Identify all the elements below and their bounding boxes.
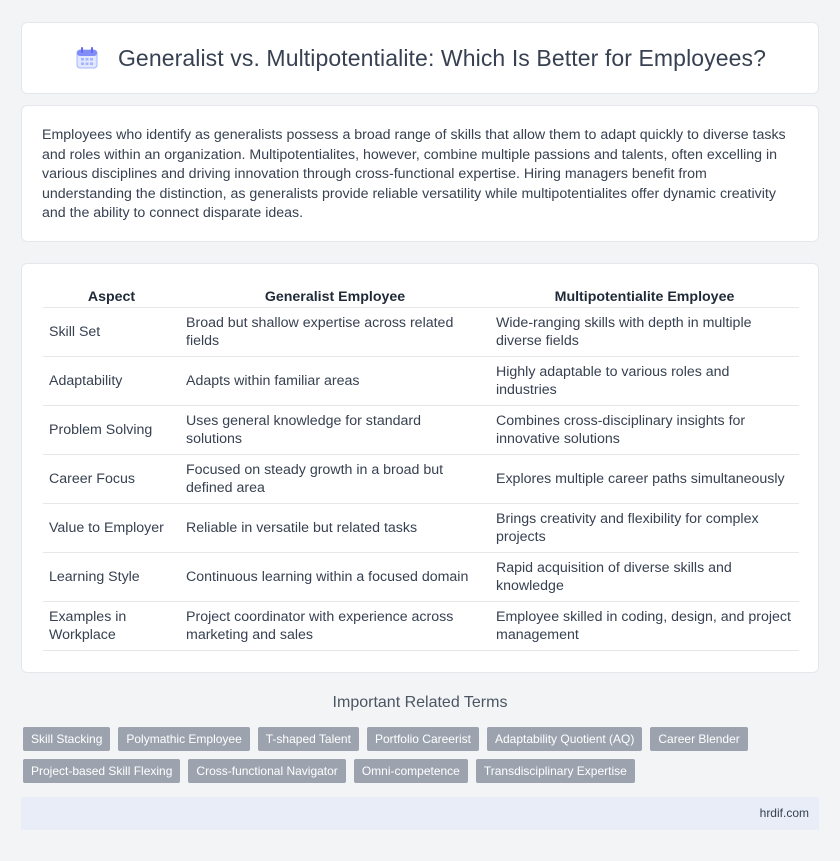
cell-aspect: Problem Solving <box>43 405 180 454</box>
comparison-card <box>21 263 819 673</box>
term-tag[interactable]: Project-based Skill Flexing <box>23 759 180 783</box>
cell-generalist: Reliable in versatile but related tasks <box>180 503 490 552</box>
term-tag[interactable]: Transdisciplinary Expertise <box>476 759 635 783</box>
term-tag[interactable]: T-shaped Talent <box>258 727 359 751</box>
calendar-icon <box>74 45 100 71</box>
table-row <box>43 454 799 503</box>
cell-aspect: Skill Set <box>43 307 180 356</box>
table-row <box>43 356 799 405</box>
title-wrap <box>74 45 766 72</box>
cell-multipotentialite: Highly adaptable to various roles and industries <box>490 356 799 405</box>
term-tag[interactable]: Career Blender <box>650 727 747 751</box>
page-title: Generalist vs. Multipotentialite: Which Is Better for Employees? <box>117 44 767 71</box>
table-row <box>43 405 799 454</box>
cell-aspect: Adaptability <box>43 356 180 405</box>
cell-generalist: Project coordinator with experience across marketing and sales <box>180 601 490 650</box>
cell-aspect: Learning Style <box>43 552 180 601</box>
intro-paragraph: Employees who identify as generalists possess a broad range of skills that allow them to adapt quickly to diverse tasks and roles within an organization. Multipotentialites, however, combine multiple passions and talents, often excelling in various disciplines and driving innovation through cross-functional expertise. Hiring managers benefit from understanding the distinction, as generalists provide reliable versatility while multipotentialites offer dynamic creativity and the ability to connect disparate ideas. <box>42 127 786 222</box>
table-row <box>43 307 799 356</box>
cell-aspect: Value to Employer <box>43 503 180 552</box>
cell-generalist: Broad but shallow expertise across related fields <box>180 307 490 356</box>
cell-generalist: Continuous learning within a focused domain <box>180 552 490 601</box>
term-tag[interactable]: Adaptability Quotient (AQ) <box>487 727 642 751</box>
cell-multipotentialite: Employee skilled in coding, design, and project management <box>490 601 799 650</box>
related-terms-heading: Important Related Terms <box>332 694 508 711</box>
footer-site[interactable]: hrdif.com <box>759 806 809 820</box>
title-card <box>21 22 819 94</box>
cell-multipotentialite: Combines cross-disciplinary insights for innovative solutions <box>490 405 799 454</box>
footer <box>21 797 819 830</box>
term-tag[interactable]: Portfolio Careerist <box>367 727 479 751</box>
cell-multipotentialite: Explores multiple career paths simultaneously <box>490 454 799 503</box>
intro-card <box>21 105 819 242</box>
cell-multipotentialite: Wide-ranging skills with depth in multiple diverse fields <box>490 307 799 356</box>
cell-generalist: Focused on steady growth in a broad but defined area <box>180 454 490 503</box>
term-tag[interactable]: Skill Stacking <box>23 727 110 751</box>
cell-multipotentialite: Brings creativity and flexibility for complex projects <box>490 503 799 552</box>
table-row <box>43 601 799 650</box>
cell-aspect: Career Focus <box>43 454 180 503</box>
cell-aspect: Examples in Workplace <box>43 601 180 650</box>
header-aspect: Aspect <box>43 288 180 307</box>
cell-generalist: Uses general knowledge for standard solutions <box>180 405 490 454</box>
table-header-row <box>43 288 799 307</box>
header-multipotentialite: Multipotentialite Employee <box>490 288 799 307</box>
table-row <box>43 503 799 552</box>
header-generalist: Generalist Employee <box>180 288 490 307</box>
comparison-table <box>43 288 799 651</box>
table-row <box>43 552 799 601</box>
cell-multipotentialite: Rapid acquisition of diverse skills and knowledge <box>490 552 799 601</box>
term-tag[interactable]: Cross-functional Navigator <box>188 759 345 783</box>
related-terms-list <box>23 727 823 783</box>
term-tag[interactable]: Polymathic Employee <box>118 727 249 751</box>
term-tag[interactable]: Omni-competence <box>354 759 468 783</box>
cell-generalist: Adapts within familiar areas <box>180 356 490 405</box>
